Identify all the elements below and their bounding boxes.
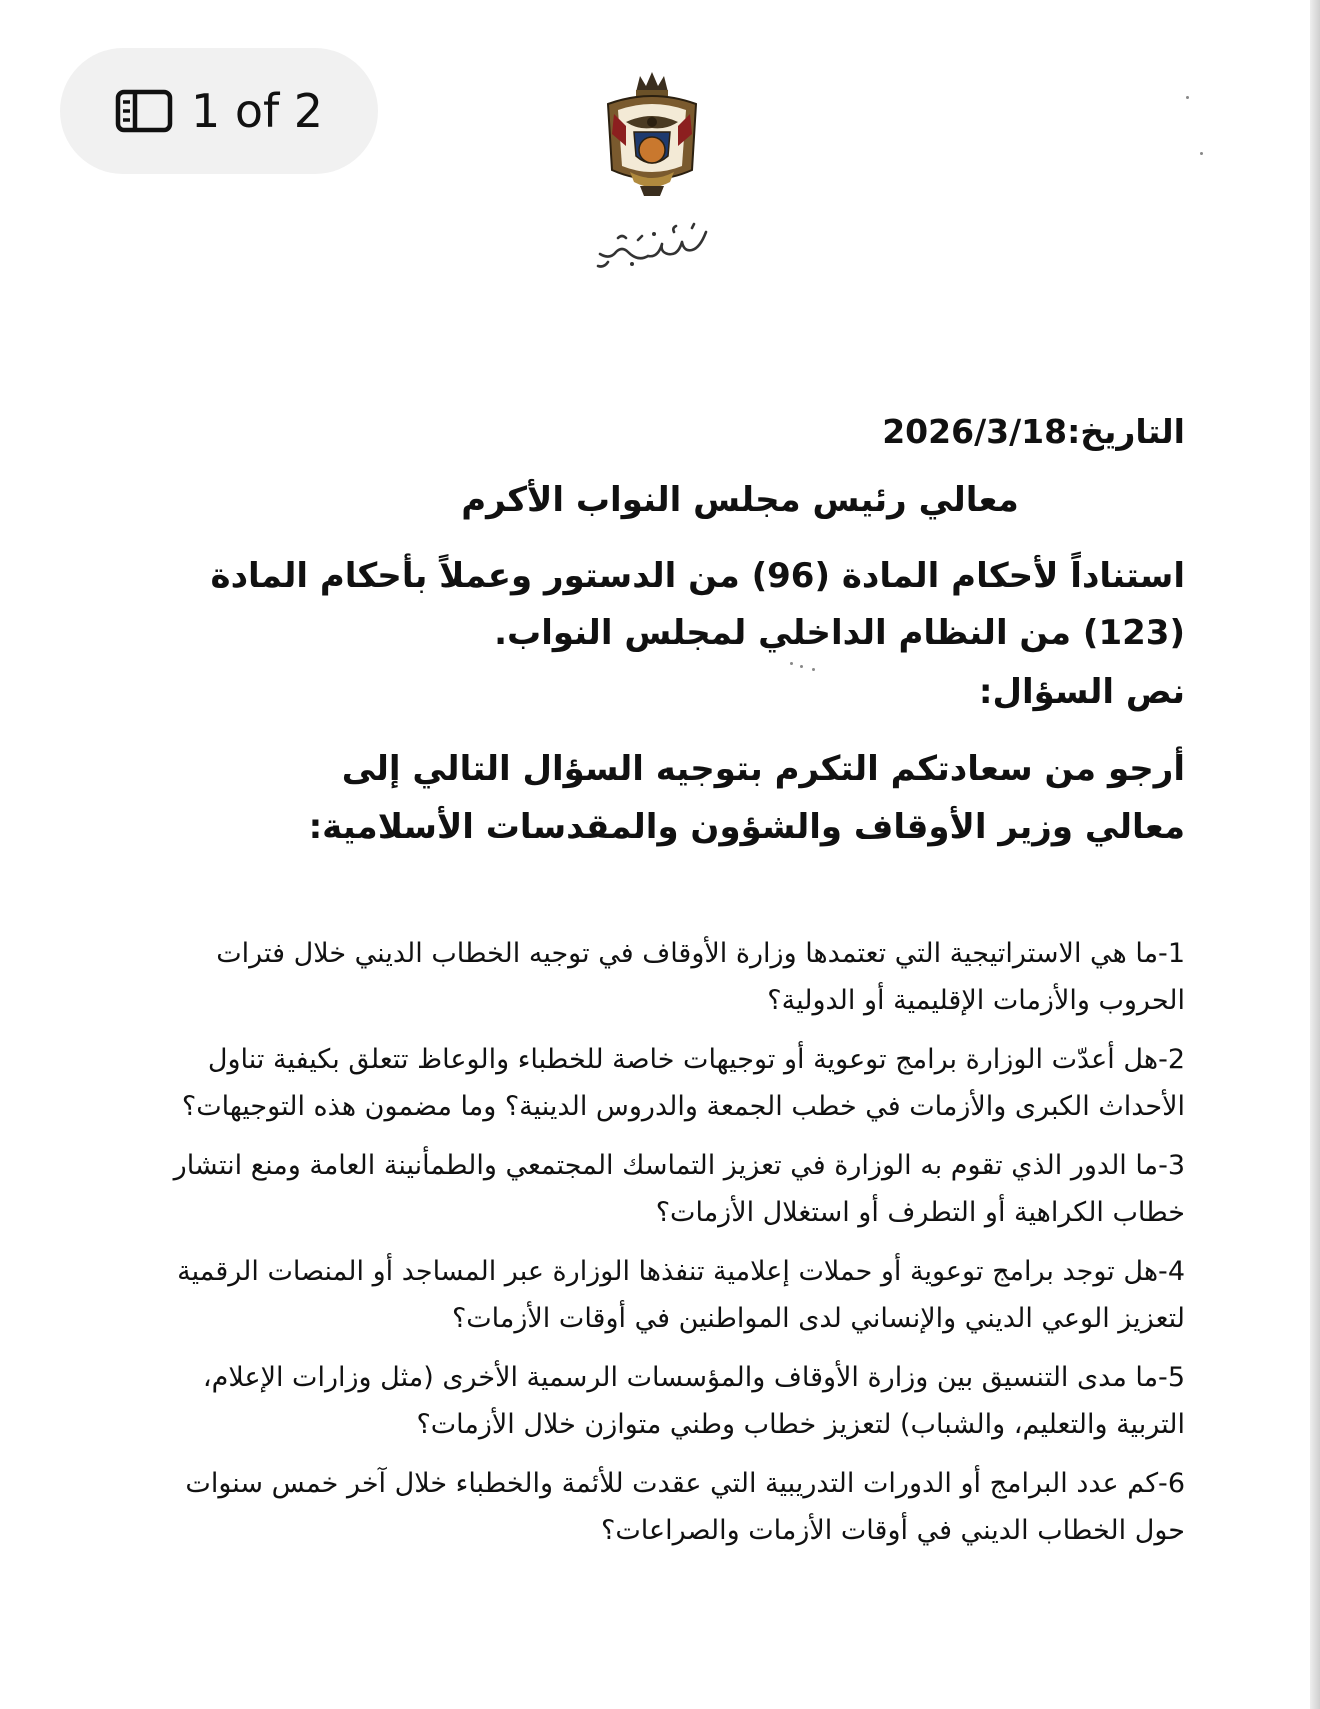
scan-speck [790,662,793,665]
document-date [882,412,1185,451]
scan-speck [800,665,803,668]
question-item: 6-كم عدد البرامج أو الدورات التدريبية التي عقدت للأئمة والخطباء خلال آخر خمس سنوات حول الخطاب الديني في أوقات الأزمات والصراعات؟ [185,1468,1185,1546]
question-item: 4-هل توجد برامج توعوية أو حملات إعلامية تنفذها الوزارة عبر المساجد أو المنصات الرقمية لتعزيز الوعي الديني والإنساني لدى المواطنين في أوقات الأزمات؟ [177,1256,1185,1334]
page-edge-shadow [1310,0,1320,1709]
scan-speck [812,668,815,671]
scan-speck [1200,152,1203,155]
questions-list [165,930,1185,1566]
date-value: 2026/3/18 [882,412,1068,451]
jordan-coat-of-arms-icon [596,70,708,200]
question-item: 2-هل أعدّت الوزارة برامج توعوية أو توجيهات خاصة للخطباء والوعاظ تتعلق بكيفية تناول الأحداث الكبرى والأزمات في خطب الجمعة والدروس الدينية؟ وما مضمون هذه التوجيهات؟ [181,1044,1185,1122]
page-view-icon [115,89,173,133]
page-indicator-label: 1 of 2 [190,84,324,138]
question-item: 1-ما هي الاستراتيجية التي تعتمدها وزارة الأوقاف في توجيه الخطاب الديني خلال فترات الحروب والأزمات الإقليمية أو الدولية؟ [216,938,1185,1016]
preamble-paragraph: استناداً لأحكام المادة (96) من الدستور وعملاً بأحكام المادة (123) من النظام الداخلي لمجلس النواب. [210,556,1185,653]
question-item: 5-ما مدى التنسيق بين وزارة الأوقاف والمؤسسات الرسمية الأخرى (مثل وزارات الإعلام، التربية والتعليم، والشباب) لتعزيز خطاب وطني متوازن خلال الأزمات؟ [202,1362,1185,1440]
addressee: معالي رئيس مجلس النواب الأكرم [461,480,1019,520]
page-indicator[interactable] [60,48,378,174]
parliament-signature-mark [588,218,716,274]
request-paragraph: أرجو من سعادتكم التكرم بتوجيه السؤال التالي إلى معالي وزير الأوقاف والشؤون والمقدسات الأسلامية: [308,749,1185,847]
date-label: التاريخ: [1067,412,1185,451]
scan-speck [1186,96,1189,99]
question-item: 3-ما الدور الذي تقوم به الوزارة في تعزيز التماسك المجتمعي والطمأنينة العامة ومنع انتشار خطاب الكراهية أو التطرف أو استغلال الأزمات؟ [173,1150,1185,1228]
question-heading: نص السؤال: [978,672,1185,712]
